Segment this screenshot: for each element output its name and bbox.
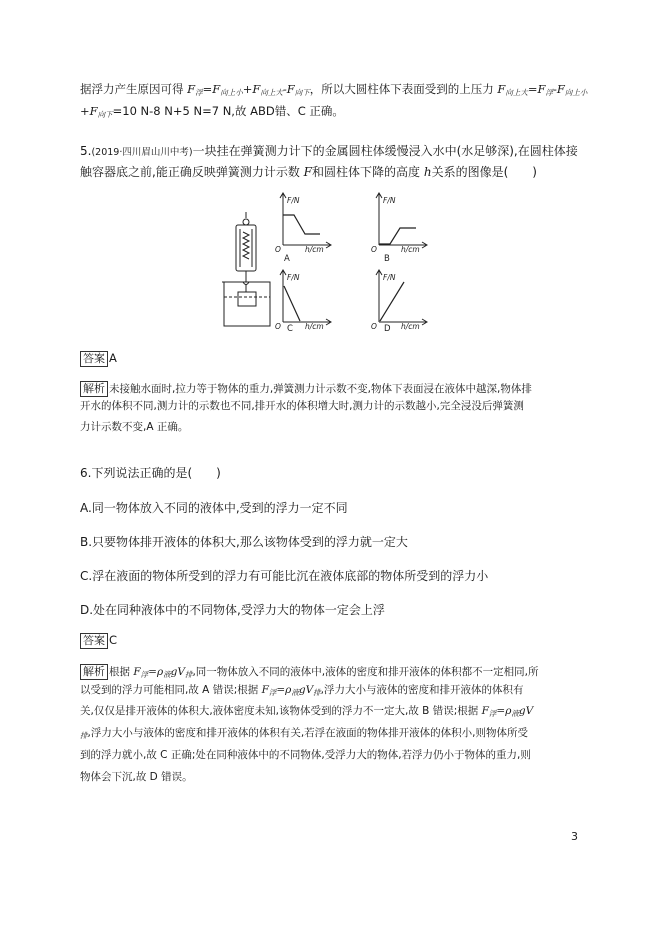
graph-c-x-label: h/cm: [305, 322, 324, 331]
q5-number: 5.: [80, 144, 92, 158]
formula-archimedes: $F_浮=\rho_液gV_排$: [133, 666, 193, 679]
graph-b-x-label: h/cm: [401, 245, 420, 254]
q5-line-1: [80, 145, 578, 158]
q6-answer: [80, 633, 585, 649]
intro-text: 据浮力产生原因可得: [80, 82, 184, 96]
analysis-label: 解析: [80, 381, 108, 397]
graph-c-letter: C: [287, 324, 293, 334]
var-f: F: [303, 165, 312, 179]
answer-value: A: [109, 351, 117, 365]
formula-f-down: $+F_{向下}$: [80, 104, 113, 119]
graph-c: [280, 270, 331, 325]
graph-d-origin: O: [371, 322, 377, 331]
graph-a-line: [283, 215, 320, 234]
formula-f-float: $F_浮=F_{向上小}+F_{向上大}-F_{向下}$: [187, 82, 310, 97]
graph-b-letter: B: [384, 254, 390, 264]
answer-label: 答案: [80, 351, 108, 367]
q6-analysis-text: 关,仅仅是排开液体的体积大,液体密度未知,该物体受到的浮力不一定大,故 B 错误;根据: [80, 705, 479, 717]
q6-analysis-text: 根据: [109, 666, 130, 678]
intro-line-1: [80, 84, 587, 97]
graph-a-x-label: h/cm: [305, 245, 324, 254]
q6-analysis-text: ,浮力大小与液体的密度和排开液体的体积有关,若浮在液面的物体排开液体的体积小,则物体所受: [87, 727, 529, 739]
graph-a-origin: O: [275, 245, 281, 254]
q6-analysis-text: ,浮力大小与液体的密度和排开液体的体积有: [320, 684, 524, 696]
q5-line-2: [80, 166, 537, 178]
q5-stem-2c: 关系的图像是( ): [431, 165, 537, 179]
analysis-label: 解析: [80, 664, 108, 680]
graph-a: [280, 193, 331, 248]
intro-line-2: [80, 106, 344, 119]
q5-analysis-line-2: 开水的体积不同,测力计的示数也不同,排开水的体积增大时,测力计的示数越小,完全浸没后弹簧测: [80, 400, 524, 412]
graph-c-y-label: F/N: [287, 273, 300, 282]
var-h: h: [423, 165, 432, 179]
page-number: 3: [571, 830, 578, 843]
q6-analysis-line-4: [80, 728, 528, 740]
q5-stem-1: 一块挂在弹簧测力计下的金属圆柱体缓慢浸入水中(水足够深),在圆柱体接: [192, 144, 578, 158]
q5-source: (2019·四川眉山川中考): [91, 147, 193, 158]
graph-b-line: [379, 228, 416, 244]
answer-value: C: [109, 633, 118, 647]
q6-option-d: D.处在同种液体中的不同物体,受浮力大的物体一定会上浮: [80, 603, 385, 617]
graph-c-origin: O: [275, 322, 281, 331]
q5-answer: [80, 351, 585, 367]
question-5: [80, 145, 585, 185]
q6-analysis: [80, 664, 585, 804]
q6-analysis-line-1: [80, 664, 538, 680]
intro-block: [80, 82, 588, 134]
graph-d-line: [380, 282, 404, 321]
graph-b-origin: O: [371, 245, 377, 254]
q5-stem-2a: 触容器底之前,能正确反映弹簧测力计示数: [80, 165, 300, 179]
spring-scale-apparatus: [222, 212, 270, 326]
graph-d-letter: D: [384, 324, 391, 334]
graph-b-y-label: F/N: [383, 196, 396, 205]
question-6: [80, 467, 585, 617]
graph-a-y-label: F/N: [287, 196, 300, 205]
q6-option-b: B.只要物体排开液体的体积大,那么该物体受到的浮力就一定大: [80, 535, 408, 549]
formula-f-up-big: $F_{向上大}=F_浮-F_{向上小}$: [497, 82, 588, 97]
q6-stem: 6.下列说法正确的是( ): [80, 466, 221, 480]
formula-archimedes: $F_浮=\rho_液gV$: [481, 705, 534, 718]
q6-analysis-line-5: 到的浮力就小,故 C 正确;处在同种液体中的不同物体,受浮力大的物体,若浮力仍小于物体的重力,则: [80, 749, 531, 761]
graph-d-y-label: F/N: [383, 273, 396, 282]
q5-analysis: [80, 381, 585, 447]
q6-analysis-text: 以受到的浮力可能相同,故 A 错误;根据: [80, 684, 259, 696]
formula-archimedes: $F_浮=\rho_液gV_排$: [261, 684, 321, 697]
q5-analysis-line-1: 未接触水面时,拉力等于物体的重力,弹簧测力计示数不变,物体下表面浸在液体中越深,物体排: [109, 383, 532, 395]
formula-sub-pai: 排: [80, 731, 88, 740]
q6-analysis-line-2: [80, 685, 524, 697]
q5-stem-2b: 和圆柱体下降的高度: [311, 165, 420, 179]
q6-option-c: C.浮在液面的物体所受到的浮力有可能比沉在液体底部的物体所受到的浮力小: [80, 569, 489, 583]
q5-analysis-line-3: 力计示数不变,A 正确。: [80, 421, 189, 433]
graph-c-line: [284, 286, 300, 321]
answer-label: 答案: [80, 633, 108, 649]
q6-analysis-text: ,同一物体放入不同的液体中,液体的密度和排开液体的体积都不一定相同,所: [192, 666, 539, 678]
graph-d-x-label: h/cm: [401, 322, 420, 331]
graph-d: [376, 270, 427, 325]
graph-a-letter: A: [284, 254, 290, 264]
intro-text-2: ，所以大圆柱体下表面受到的上压力: [309, 82, 494, 96]
intro-result: =10 N-8 N+5 N=7 N,故 ABD错、C 正确。: [112, 104, 344, 118]
graph-b: [376, 193, 427, 248]
q6-analysis-line-3: [80, 706, 533, 718]
q6-option-a: A.同一物体放入不同的液体中,受到的浮力一定不同: [80, 501, 348, 515]
q6-analysis-line-6: 物体会下沉,故 D 错误。: [80, 771, 193, 783]
